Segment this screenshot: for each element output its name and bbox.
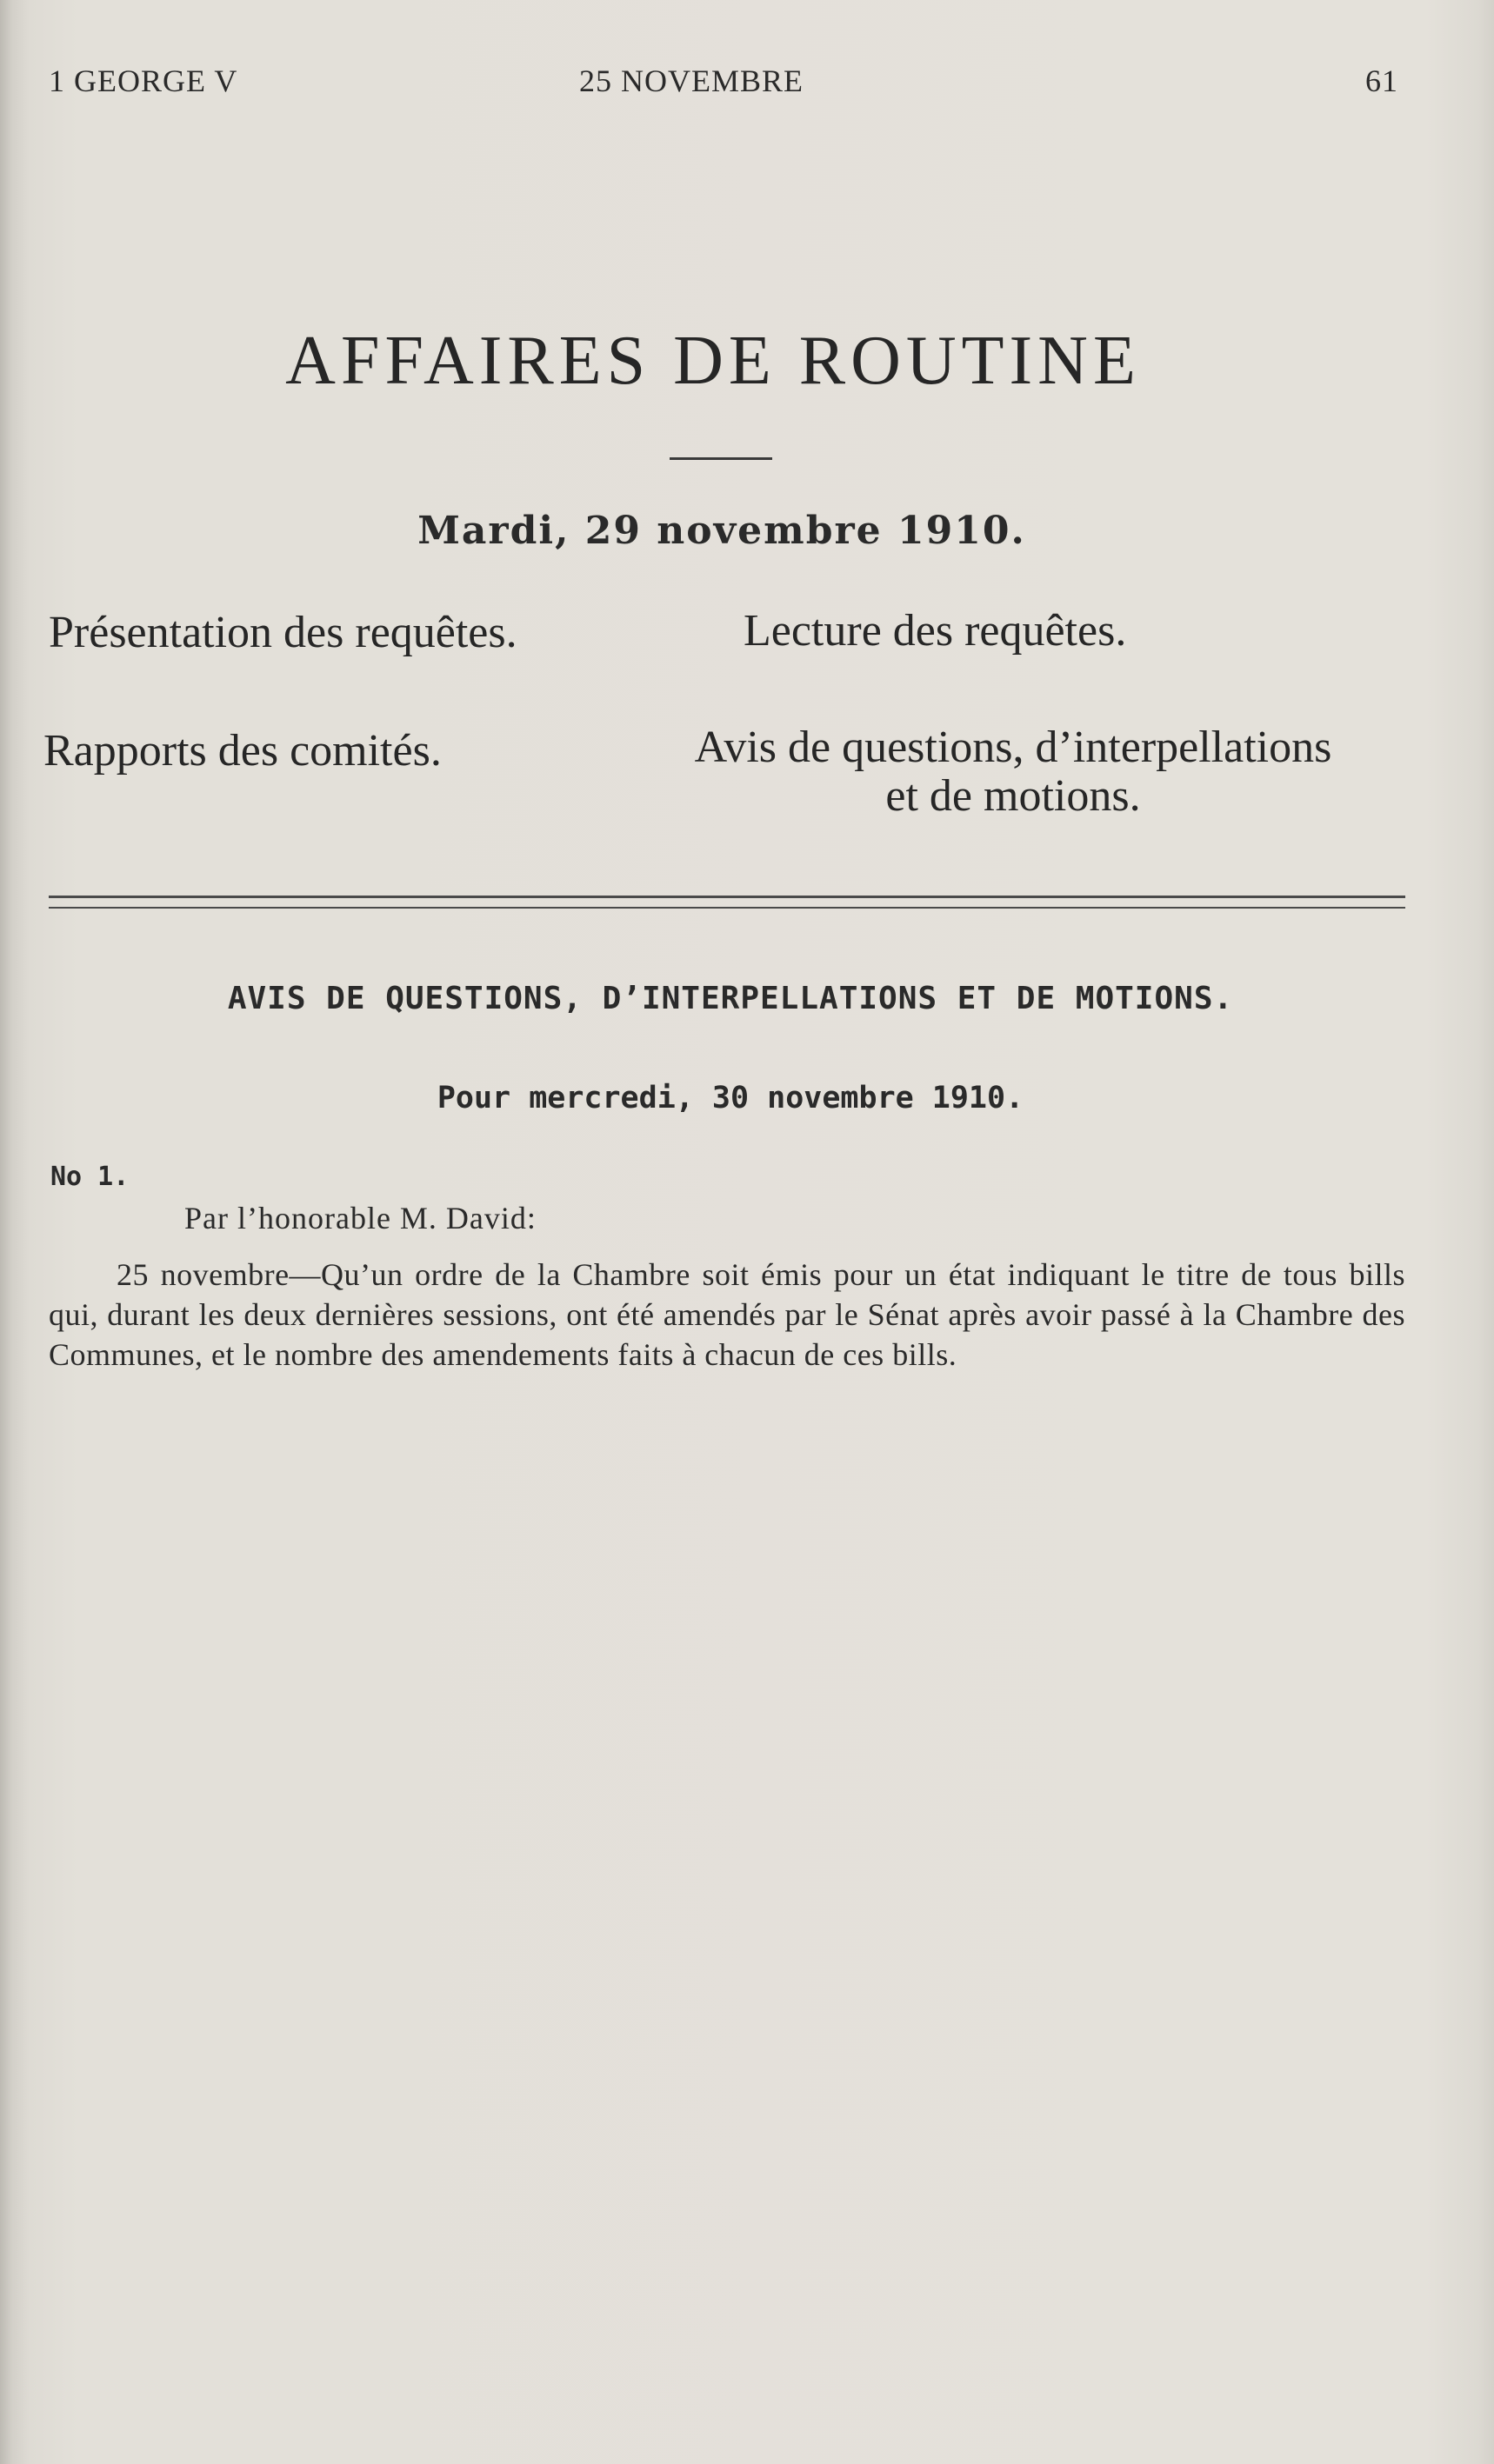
notice-text: 25 novembre—Qu’un ordre de la Chambre soit émis pour un état indiquant le titre de tous bills qui, durant les deux dernières sessions, ont été amendés par le Sénat après avoir passé à la Chambre des Communes, et le nombre des amendements faits à chacun de ces bills.	[49, 1257, 1405, 1372]
routine-item-avis-line1: Avis de questions, d’interpellations	[694, 723, 1332, 772]
routine-item-lecture: Lecture des requêtes.	[744, 606, 1127, 656]
page-number: 61	[1365, 63, 1398, 98]
page-title: AFFAIRES DE ROUTINE	[285, 323, 1141, 399]
routine-item-rapports: Rapports des comités.	[43, 726, 442, 776]
title-rule	[670, 457, 772, 460]
running-head-date: 25 NOVEMBRE	[579, 63, 804, 98]
routine-item-avis-line2: et de motions.	[885, 771, 1141, 821]
section-divider	[49, 896, 1405, 909]
section-for-date: Pour mercredi, 30 novembre 1910.	[437, 1081, 1024, 1115]
notice-number: No 1.	[50, 1162, 130, 1192]
routine-item-presentation: Présentation des requêtes.	[49, 608, 517, 657]
sitting-date: Mardi, 29 novembre 1910.	[417, 509, 1026, 553]
notice-author: Par l’honorable M. David:	[184, 1201, 537, 1235]
routine-item-avis	[630, 723, 1396, 821]
section-title: AVIS DE QUESTIONS, D’INTERPELLATIONS ET DE MOTIONS.	[227, 981, 1234, 1016]
running-head	[49, 63, 1398, 106]
running-head-left: 1 GEORGE V	[49, 63, 238, 98]
